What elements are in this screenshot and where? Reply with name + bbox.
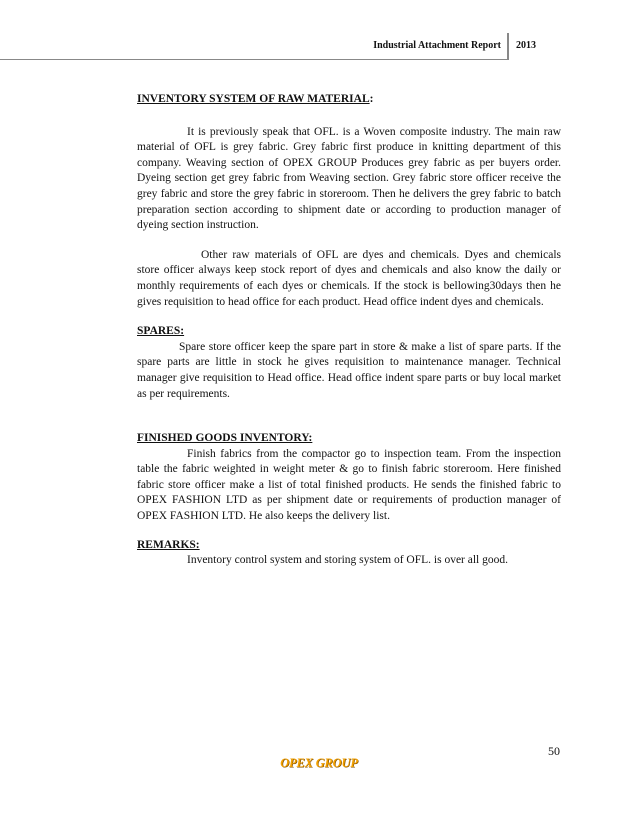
spares-paragraph: Spare store officer keep the spare part in store & make a list of spare parts. If the spare parts are little in stock he gives requisition to maintenance manager. Technical manager give requisition to Head office. Head office indent spare parts or buy local market as per requirements.: [137, 340, 561, 400]
page-header: [0, 33, 638, 63]
inventory-section: [137, 92, 561, 310]
finished-goods-heading: FINISHED GOODS INVENTORY:: [137, 432, 313, 445]
header-year: 2013: [516, 40, 536, 51]
page-number: 50: [548, 744, 560, 758]
inventory-heading-colon: :: [369, 93, 374, 105]
remarks-heading: REMARKS:: [137, 538, 200, 551]
header-divider: [507, 33, 509, 59]
footer-brand: OPEX GROUP: [280, 756, 358, 770]
finished-goods-paragraph: Finish fabrics from the compactor go to inspection team. From the inspection table the fabric weighted in weight meter & go to finish fabric storeroom. Here finished fabric store officer make a list of total finished products. He sends the finished fabric to OPEX FASHION LTD as per shipment date or requirements of production manager of OPEX FASHION LTD. He also keeps the delivery list.: [137, 447, 561, 523]
header-rule: [0, 59, 509, 60]
inventory-paragraph-1: It is previously speak that OFL. is a Woven composite industry. The main raw material of OFL is grey fabric. Grey fabric first produce in knitting department of this company. Weaving section of OPEX GROUP Produces grey fabric as per buyers order. Dyeing section get grey fabric from Weaving section. Grey fabric store officer receive the grey fabric and store the grey fabric in storeroom. Then he delivers the grey fabric to batch preparation section according to shipment date or according to production manager of dyeing section instruction.: [137, 125, 561, 232]
inventory-heading: INVENTORY SYSTEM OF RAW MATERIAL: [137, 93, 370, 105]
spares-heading: SPARES:: [137, 325, 185, 338]
inventory-paragraph-2: Other raw materials of OFL are dyes and chemicals. Dyes and chemicals store officer always keep stock report of dyes and chemicals and also know the daily or monthly requirements of each dyes or chemicals. If the stock is bellowing30days then he gives requisition to head office for each product. Head office indent dyes and chemicals.: [137, 248, 561, 308]
remarks-paragraph: Inventory control system and storing system of OFL. is over all good.: [187, 554, 509, 567]
finished-goods-section: [137, 431, 561, 525]
spares-section: [137, 324, 561, 402]
page-body: [137, 92, 561, 569]
header-title: Industrial Attachment Report: [373, 40, 501, 51]
remarks-section: [137, 538, 561, 569]
